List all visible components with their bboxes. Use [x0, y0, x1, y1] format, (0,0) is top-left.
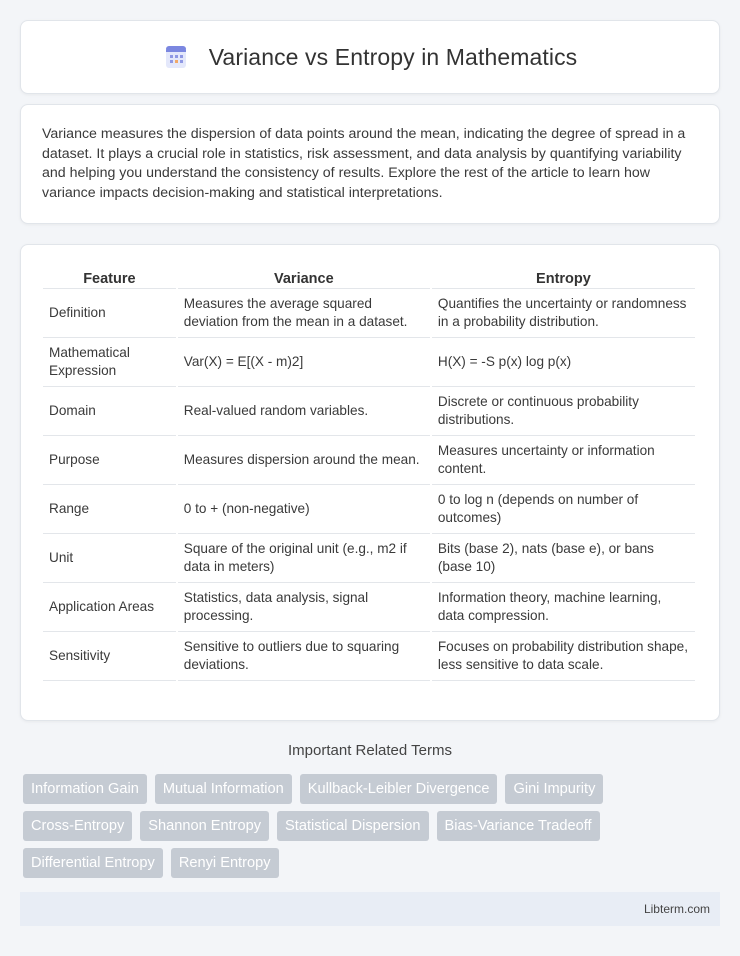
variance-cell: 0 to + (non-negative) — [178, 485, 430, 534]
entropy-cell: 0 to log n (depends on number of outcomes) — [432, 485, 695, 534]
footer-site-link[interactable]: Libterm.com — [643, 902, 710, 916]
term-tag-cross-entropy[interactable]: Cross-Entropy — [23, 811, 132, 841]
variance-cell: Square of the original unit (e.g., m2 if data in meters) — [178, 534, 430, 583]
feature-cell: Purpose — [43, 436, 176, 485]
feature-cell: Sensitivity — [43, 632, 176, 681]
table-row — [43, 387, 695, 436]
table-row — [43, 289, 695, 338]
term-tag-kullback-leibler-divergence[interactable]: Kullback-Leibler Divergence — [300, 774, 498, 804]
term-tag-mutual-information[interactable]: Mutual Information — [155, 774, 292, 804]
entropy-cell: Focuses on probability distribution shape, less sensitive to data scale. — [432, 632, 695, 681]
feature-cell: Mathematical Expression — [43, 338, 176, 387]
entropy-cell: Discrete or continuous probability distributions. — [432, 387, 695, 436]
table-row — [43, 534, 695, 583]
table-row — [43, 338, 695, 387]
term-tag-bias-variance-tradeoff[interactable]: Bias-Variance Tradeoff — [437, 811, 600, 841]
table-row — [43, 436, 695, 485]
column-header-feature: Feature — [43, 265, 176, 289]
table-row — [43, 485, 695, 534]
entropy-cell: Bits (base 2), nats (base e), or bans (base 10) — [432, 534, 695, 583]
related-terms-heading: Important Related Terms — [288, 742, 452, 759]
variance-cell: Var(X) = E[(X - m)2] — [178, 338, 430, 387]
title-wrap — [163, 44, 578, 71]
term-tag-shannon-entropy[interactable]: Shannon Entropy — [140, 811, 269, 841]
intro-card — [20, 104, 720, 224]
variance-cell: Real-valued random variables. — [178, 387, 430, 436]
table-row — [43, 583, 695, 632]
variance-cell: Sensitive to outliers due to squaring deviations. — [178, 632, 430, 681]
related-terms-list — [23, 774, 703, 885]
term-tag-differential-entropy[interactable]: Differential Entropy — [23, 848, 163, 878]
entropy-cell: H(X) = -S p(x) log p(x) — [432, 338, 695, 387]
term-row — [23, 848, 703, 878]
feature-cell: Domain — [43, 387, 176, 436]
table-row — [43, 632, 695, 681]
entropy-cell: Measures uncertainty or information content. — [432, 436, 695, 485]
variance-cell: Measures dispersion around the mean. — [178, 436, 430, 485]
column-header-variance: Variance — [178, 265, 430, 289]
variance-cell: Measures the average squared deviation from the mean in a dataset. — [178, 289, 430, 338]
term-tag-gini-impurity[interactable]: Gini Impurity — [505, 774, 603, 804]
feature-cell: Range — [43, 485, 176, 534]
table-grid-icon — [163, 44, 189, 70]
term-tag-statistical-dispersion[interactable]: Statistical Dispersion — [277, 811, 428, 841]
page-title: Variance vs Entropy in Mathematics — [208, 43, 578, 70]
intro-paragraph: Variance measures the dispersion of data points around the mean, indicating the degree of spread in a dataset. It plays a crucial role in statistics, risk assessment, and data analysis by quantifying variability and helping you understand the consistency of results. Explore the rest of the article to learn how variance impacts decision-making and statistical interpretations. — [42, 126, 686, 201]
feature-cell: Application Areas — [43, 583, 176, 632]
variance-cell: Statistics, data analysis, signal processing. — [178, 583, 430, 632]
feature-cell: Unit — [43, 534, 176, 583]
comparison-table-card — [20, 244, 720, 721]
footer — [20, 892, 720, 926]
entropy-cell: Information theory, machine learning, data compression. — [432, 583, 695, 632]
term-row — [23, 774, 703, 804]
comparison-table — [41, 265, 697, 681]
term-row — [23, 811, 703, 841]
table-header-row — [43, 265, 695, 289]
column-header-entropy: Entropy — [432, 265, 695, 289]
term-tag-renyi-entropy[interactable]: Renyi Entropy — [171, 848, 279, 878]
term-tag-information-gain[interactable]: Information Gain — [23, 774, 147, 804]
feature-cell: Definition — [43, 289, 176, 338]
entropy-cell: Quantifies the uncertainty or randomness in a probability distribution. — [432, 289, 695, 338]
header-card — [20, 20, 720, 94]
